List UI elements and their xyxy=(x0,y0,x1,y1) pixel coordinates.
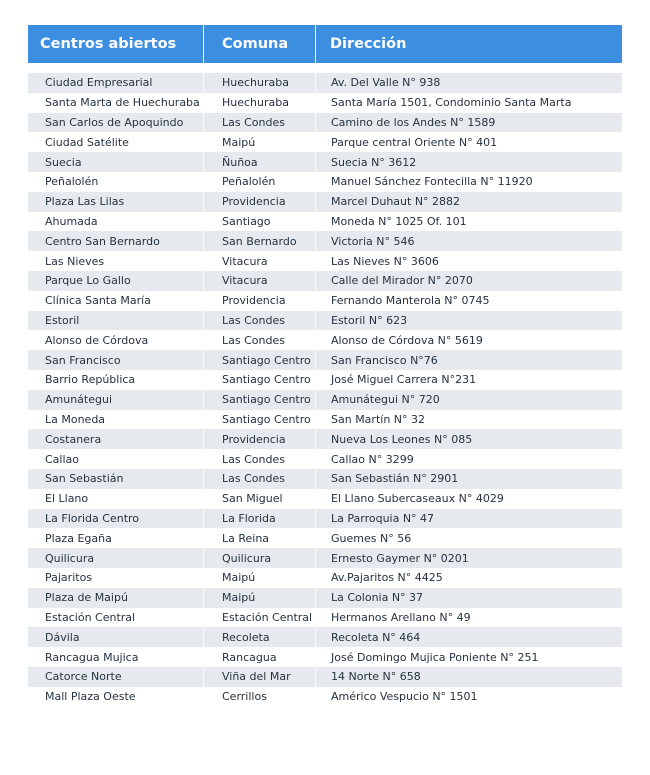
table-row xyxy=(28,647,622,667)
cell-centro: Suecia xyxy=(45,155,82,169)
cell-centro: Callao xyxy=(45,452,80,466)
cell-centro: Plaza Egaña xyxy=(45,531,112,545)
table-row xyxy=(28,627,622,647)
cell-centro: Ahumada xyxy=(45,214,98,228)
cell-centro: Peñalolén xyxy=(45,175,99,189)
cell-comuna: Las Condes xyxy=(203,113,315,133)
cell-centro: San Carlos de Apoquindo xyxy=(45,115,184,129)
cell-centro: Plaza de Maipú xyxy=(45,591,128,605)
table-body xyxy=(28,73,622,707)
table-row xyxy=(28,489,622,509)
table-row xyxy=(28,449,622,469)
cell-comuna: Providencia xyxy=(203,192,315,212)
cell-comuna: Cerrillos xyxy=(203,687,315,707)
cell-comuna: Viña del Mar xyxy=(203,667,315,687)
table-row xyxy=(28,588,622,608)
cell-direccion: Calle del Mirador N° 2070 xyxy=(315,271,622,291)
table-row xyxy=(28,132,622,152)
cell-comuna: Ñuñoa xyxy=(203,152,315,172)
cell-direccion: La Parroquia N° 47 xyxy=(315,509,622,529)
cell-comuna: Estación Central xyxy=(203,608,315,628)
cell-comuna: San Bernardo xyxy=(203,231,315,251)
cell-centro: Amunátegui xyxy=(45,393,113,407)
cell-comuna: La Reina xyxy=(203,528,315,548)
cell-centro: Rancagua Mujica xyxy=(45,650,139,664)
table-row xyxy=(28,390,622,410)
cell-comuna: Maipú xyxy=(203,132,315,152)
cell-centro: La Moneda xyxy=(45,412,106,426)
cell-comuna: Santiago Centro xyxy=(203,350,315,370)
cell-centro: Estoril xyxy=(45,313,80,327)
cell-direccion: Moneda N° 1025 Of. 101 xyxy=(315,212,622,232)
centers-table xyxy=(28,25,622,707)
cell-direccion: La Colonia N° 37 xyxy=(315,588,622,608)
cell-comuna: Maipú xyxy=(203,588,315,608)
cell-direccion: El Llano Subercaseaux N° 4029 xyxy=(315,489,622,509)
cell-centro: San Francisco xyxy=(45,353,121,367)
cell-comuna: Quilicura xyxy=(203,548,315,568)
cell-centro: Pajaritos xyxy=(45,571,93,585)
table-row xyxy=(28,172,622,192)
cell-direccion: Recoleta N° 464 xyxy=(315,627,622,647)
cell-direccion: Av.Pajaritos N° 4425 xyxy=(315,568,622,588)
cell-comuna: Huechuraba xyxy=(203,93,315,113)
cell-direccion: Parque central Oriente N° 401 xyxy=(315,132,622,152)
cell-comuna: Recoleta xyxy=(203,627,315,647)
cell-centro: La Florida Centro xyxy=(45,511,140,525)
cell-centro: Estación Central xyxy=(45,610,136,624)
cell-direccion: Ernesto Gaymer N° 0201 xyxy=(315,548,622,568)
cell-direccion: Fernando Manterola N° 0745 xyxy=(315,291,622,311)
cell-comuna: Vitacura xyxy=(203,271,315,291)
cell-direccion: Las Nieves N° 3606 xyxy=(315,251,622,271)
cell-direccion: San Martín N° 32 xyxy=(315,410,622,430)
cell-comuna: Las Condes xyxy=(203,469,315,489)
cell-centro: Barrio República xyxy=(45,373,136,387)
table-row xyxy=(28,330,622,350)
table-row xyxy=(28,271,622,291)
table-row xyxy=(28,429,622,449)
cell-comuna: Santiago Centro xyxy=(203,410,315,430)
header-direccion: Dirección xyxy=(315,25,622,63)
cell-direccion: José Domingo Mujica Poniente N° 251 xyxy=(315,647,622,667)
header-comuna: Comuna xyxy=(203,25,315,63)
table-row xyxy=(28,608,622,628)
table-row xyxy=(28,528,622,548)
cell-direccion: Suecia N° 3612 xyxy=(315,152,622,172)
cell-comuna: Las Condes xyxy=(203,449,315,469)
cell-comuna: Las Condes xyxy=(203,311,315,331)
table-row xyxy=(28,687,622,707)
cell-direccion: Américo Vespucio N° 1501 xyxy=(315,687,622,707)
table-row xyxy=(28,568,622,588)
cell-centro: Plaza Las Lilas xyxy=(45,195,125,209)
cell-centro: Costanera xyxy=(45,432,102,446)
cell-comuna: Vitacura xyxy=(203,251,315,271)
table-row xyxy=(28,212,622,232)
cell-comuna: Providencia xyxy=(203,291,315,311)
cell-centro: Dávila xyxy=(45,630,80,644)
cell-direccion: San Francisco N°76 xyxy=(315,350,622,370)
cell-comuna: San Miguel xyxy=(203,489,315,509)
cell-centro: Mall Plaza Oeste xyxy=(45,690,136,704)
cell-centro: Quilicura xyxy=(45,551,95,565)
cell-comuna: Santiago xyxy=(203,212,315,232)
table-row xyxy=(28,192,622,212)
header-centros: Centros abiertos xyxy=(40,36,177,52)
cell-centro: Alonso de Córdova xyxy=(45,333,149,347)
cell-centro: Ciudad Empresarial xyxy=(45,76,153,90)
cell-centro: Clínica Santa María xyxy=(45,294,151,308)
cell-direccion: Estoril N° 623 xyxy=(315,311,622,331)
cell-direccion: Nueva Los Leones N° 085 xyxy=(315,429,622,449)
cell-direccion: Marcel Duhaut N° 2882 xyxy=(315,192,622,212)
cell-direccion: San Sebastián N° 2901 xyxy=(315,469,622,489)
cell-direccion: Av. Del Valle N° 938 xyxy=(315,73,622,93)
cell-direccion: Manuel Sánchez Fontecilla N° 11920 xyxy=(315,172,622,192)
cell-comuna: Providencia xyxy=(203,429,315,449)
table-row xyxy=(28,548,622,568)
table-row xyxy=(28,251,622,271)
table-row xyxy=(28,291,622,311)
cell-direccion: Amunátegui N° 720 xyxy=(315,390,622,410)
table-row xyxy=(28,113,622,133)
cell-centro: El Llano xyxy=(45,492,89,506)
cell-direccion: Camino de los Andes N° 1589 xyxy=(315,113,622,133)
cell-centro: Parque Lo Gallo xyxy=(45,274,131,288)
cell-direccion: José Miguel Carrera N°231 xyxy=(315,370,622,390)
cell-direccion: Santa María 1501, Condominio Santa Marta xyxy=(315,93,622,113)
cell-direccion: Hermanos Arellano N° 49 xyxy=(315,608,622,628)
cell-comuna: Huechuraba xyxy=(203,73,315,93)
table-row xyxy=(28,509,622,529)
table-row xyxy=(28,370,622,390)
table-row xyxy=(28,152,622,172)
table-row xyxy=(28,667,622,687)
table-row xyxy=(28,93,622,113)
table-row xyxy=(28,350,622,370)
cell-comuna: La Florida xyxy=(203,509,315,529)
cell-direccion: Guemes N° 56 xyxy=(315,528,622,548)
cell-centro: Ciudad Satélite xyxy=(45,135,129,149)
cell-centro: San Sebastián xyxy=(45,472,124,486)
table-row xyxy=(28,73,622,93)
cell-comuna: Rancagua xyxy=(203,647,315,667)
cell-direccion: Victoria N° 546 xyxy=(315,231,622,251)
cell-direccion: Callao N° 3299 xyxy=(315,449,622,469)
cell-centro: Centro San Bernardo xyxy=(45,234,160,248)
table-header xyxy=(28,25,622,63)
cell-centro: Catorce Norte xyxy=(45,670,122,684)
cell-direccion: 14 Norte N° 658 xyxy=(315,667,622,687)
cell-comuna: Las Condes xyxy=(203,330,315,350)
cell-comuna: Maipú xyxy=(203,568,315,588)
cell-centro: Santa Marta de Huechuraba xyxy=(45,96,200,110)
table-row xyxy=(28,410,622,430)
cell-direccion: Alonso de Córdova N° 5619 xyxy=(315,330,622,350)
cell-comuna: Santiago Centro xyxy=(203,370,315,390)
table-row xyxy=(28,469,622,489)
table-row xyxy=(28,311,622,331)
cell-comuna: Santiago Centro xyxy=(203,390,315,410)
cell-centro: Las Nieves xyxy=(45,254,105,268)
cell-comuna: Peñalolén xyxy=(203,172,315,192)
table-row xyxy=(28,231,622,251)
